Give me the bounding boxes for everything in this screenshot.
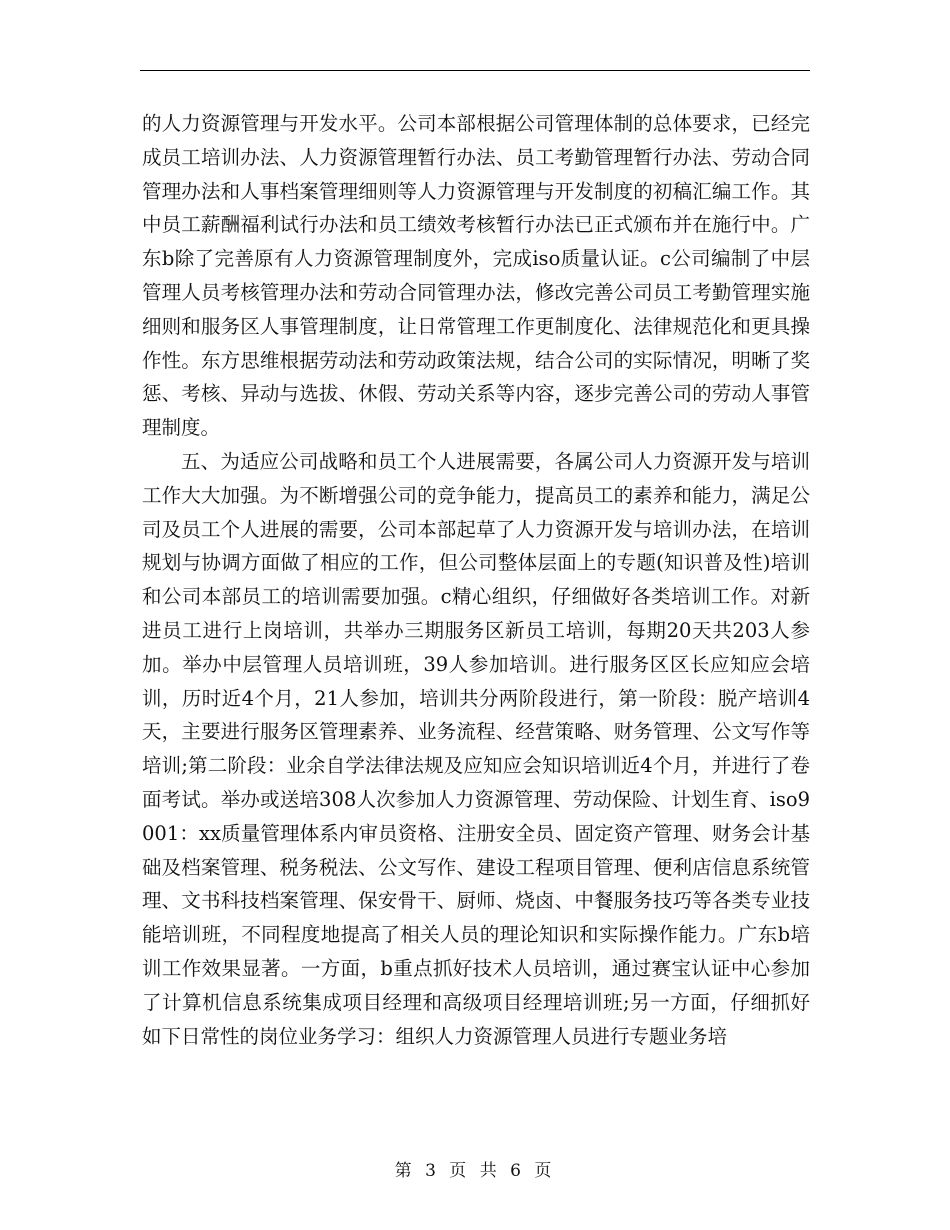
body-text xyxy=(142,107,810,1053)
header-rule xyxy=(140,70,810,71)
page-number-footer: 第 3 页 共 6 页 xyxy=(394,1161,556,1181)
paragraph-2: 五、为适应公司战略和员工个人进展需要，各属公司人力资源开发与培训工作大大加强。为不断增强公司的竞争能力，提高员工的素养和能力，满足公司及员工个人进展的需要，公司本部起草了人力资源开发与培训办法，在培训规划与协调方面做了相应的工作，但公司整体层面上的专题(知识普及性)培训和公司本部员工的培训需要加强。c精心组织，仔细做好各类培训工作。对新进员工进行上岗培训，共举办三期服务区新员工培训，每期20天共203人参加。举办中层管理人员培训班，39人参加培训。进行服务区区长应知应会培训，历时近4个月，21人参加，培训共分两阶段进行，第一阶段：脱产培训4天，主要进行服务区管理素养、业务流程、经营策略、财务管理、公文写作等培训;第二阶段：业余自学法律法规及应知应会知识培训近4个月，并进行了卷面考试。举办或送培308人次参加人力资源管理、劳动保险、计划生育、iso9001：xx质量管理体系内审员资格、注册安全员、固定资产管理、财务会计基础及档案管理、税务税法、公文写作、建设工程项目管理、便利店信息系统管理、文书科技档案管理、保安骨干、厨师、烧卤、中餐服务技巧等各类专业技能培训班，不同程度地提高了相关人员的理论知识和实际操作能力。广东b培训工作效果显著。一方面，b重点抓好技术人员培训，通过赛宝认证中心参加了计算机信息系统集成项目经理和高级项目经理培训班;另一方面，仔细抓好如下日常性的岗位业务学习：组织人力资源管理人员进行专题业务培 xyxy=(142,449,810,1048)
paragraph-1: 的人力资源管理与开发水平。公司本部根据公司管理体制的总体要求，已经完成员工培训办法、人力资源管理暂行办法、员工考勤管理暂行办法、劳动合同管理办法和人事档案管理细则等人力资源管理与开发制度的初稿汇编工作。其中员工薪酬福利试行办法和员工绩效考核暂行办法已正式颁布并在施行中。广东b除了完善原有人力资源管理制度外，完成iso质量认证。c公司编制了中层管理人员考核管理办法和劳动合同管理办法，修改完善公司员工考勤管理实施细则和服务区人事管理制度，让日常管理工作更制度化、法律规范化和更具操作性。东方思维根据劳动法和劳动政策法规，结合公司的实际情况，明晰了奖惩、考核、异动与选拔、休假、劳动关系等内容，逐步完善公司的劳动人事管理制度。 xyxy=(142,112,810,440)
